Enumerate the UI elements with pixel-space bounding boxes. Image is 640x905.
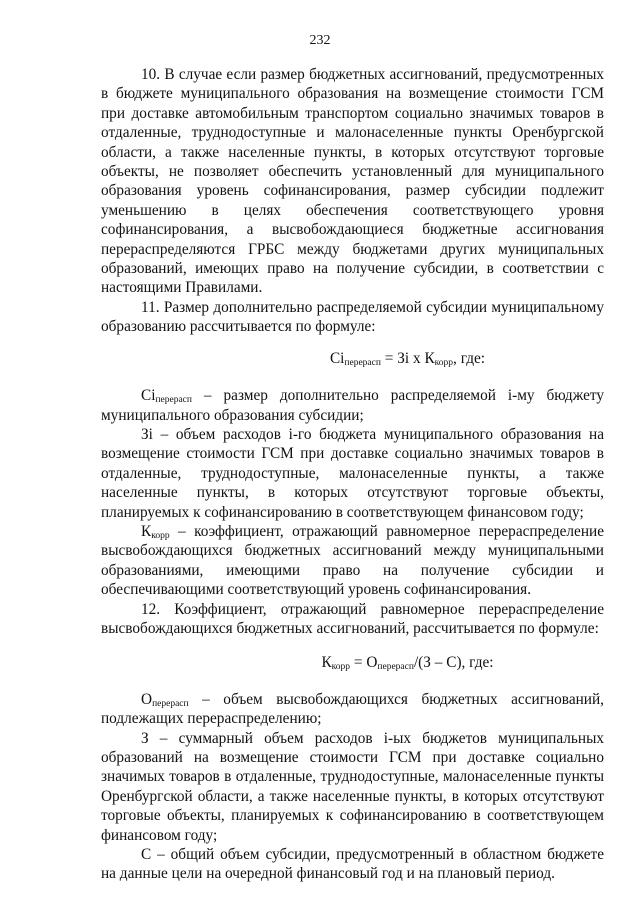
- formula2-o-subscript: перерасп: [377, 662, 414, 673]
- definition-operer: [101, 690, 604, 729]
- formula-tail: , где:: [453, 349, 486, 367]
- definition-ci-symbol: Ci: [141, 387, 156, 405]
- paragraph-12: 12. Коэффициент, отражающий равномерное перераспределение высвобождающихся бюджетных ассигнований, рассчитывается по формуле:: [101, 600, 604, 637]
- formula-rhs: = Зi x К: [380, 349, 435, 367]
- formula-ci-subscript: перерасп: [344, 357, 381, 368]
- definition-ci-text: – размер дополнительно распределяемой i-му бюджету муниципального образования субсидии;: [101, 387, 604, 424]
- formula-k-subscript: корр: [434, 357, 454, 368]
- document-body: [101, 65, 604, 884]
- page-number: 232: [309, 33, 331, 48]
- paragraph-11: 11. Размер дополнительно распределяемой субсидии муниципальному образованию рассчитывается по формуле:: [101, 298, 604, 336]
- formula2-k-subscript: корр: [331, 662, 351, 673]
- definition-kkorr-symbol: К: [141, 522, 152, 540]
- formula2-rhs: = О: [350, 654, 378, 672]
- formula-coefficient: [101, 653, 604, 672]
- definition-kkorr-subscript: корр: [151, 530, 170, 541]
- definition-c: С – общий объем субсидии, предусмотренный в областном бюджете на данные цели на очередной финансовый год и на плановый период.: [101, 846, 604, 883]
- definition-kkorr: [101, 522, 604, 600]
- definition-ci: [101, 386, 604, 425]
- formula2-k: К: [321, 654, 332, 672]
- formula-ci: Ci: [329, 349, 345, 367]
- definition-kkorr-text: – коэффициент, отражающий равномерное перераспределение высвобождающихся бюджетных ассигнований между муниципальными образованиями, имеющими право на получение субсидии и обеспечивающими соответствующий уровень софинансирования.: [101, 522, 604, 599]
- formula2-tail: /(З – С), где:: [413, 654, 494, 672]
- formula-additional-subsidy: [101, 349, 604, 368]
- definition-z: З – суммарный объем расходов i-ых бюджетов муниципальных образований на возмещение стоимости ГСМ при доставке социально значимых товаров в отдаленные, труднодоступные, малонаселенные пункты Оренбургской области, а также населенные пункты, в которых отсутствуют торговые объекты, планируемых к софинансированию в соответствующем финансовом году;: [101, 729, 604, 844]
- definition-zi: Зi – объем расходов i-го бюджета муниципального образования на возмещение стоимости ГСМ при доставке социально значимых товаров в отдаленные, труднодоступные, малонаселенные пункты, а также населенные пункты, в которых отсутствуют торговые объекты, планируемых к софинансированию в соответствующем финансовом году;: [101, 425, 604, 521]
- definition-ci-subscript: перерасп: [155, 395, 192, 406]
- definition-operer-symbol: О: [141, 690, 153, 708]
- definition-operer-text: – объем высвобождающихся бюджетных ассигнований, подлежащих перераспределению;: [101, 690, 604, 728]
- definition-operer-subscript: перерасп: [152, 698, 189, 709]
- paragraph-10: 10. В случае если размер бюджетных ассигнований, предусмотренных в бюджете муниципального образования на возмещение стоимости ГСМ при доставке автомобильным транспортом социально значимых товаров в отдаленные, труднодоступные и малонаселенные пункты Оренбургской области, а также населенные пункты, в которых отсутствуют торговые объекты, не позволяет обеспечить установленный для муниципального образования уровень софинансирования, размер субсидии подлежит уменьшению в целях обеспечения соответствующего уровня софинансирования, а высвобождающиеся бюджетные ассигнования перераспределяются ГРБС между бюджетами других муниципальных образований, имеющих право на получение субсидии, в соответствии с настоящими Правилами.: [101, 66, 604, 297]
